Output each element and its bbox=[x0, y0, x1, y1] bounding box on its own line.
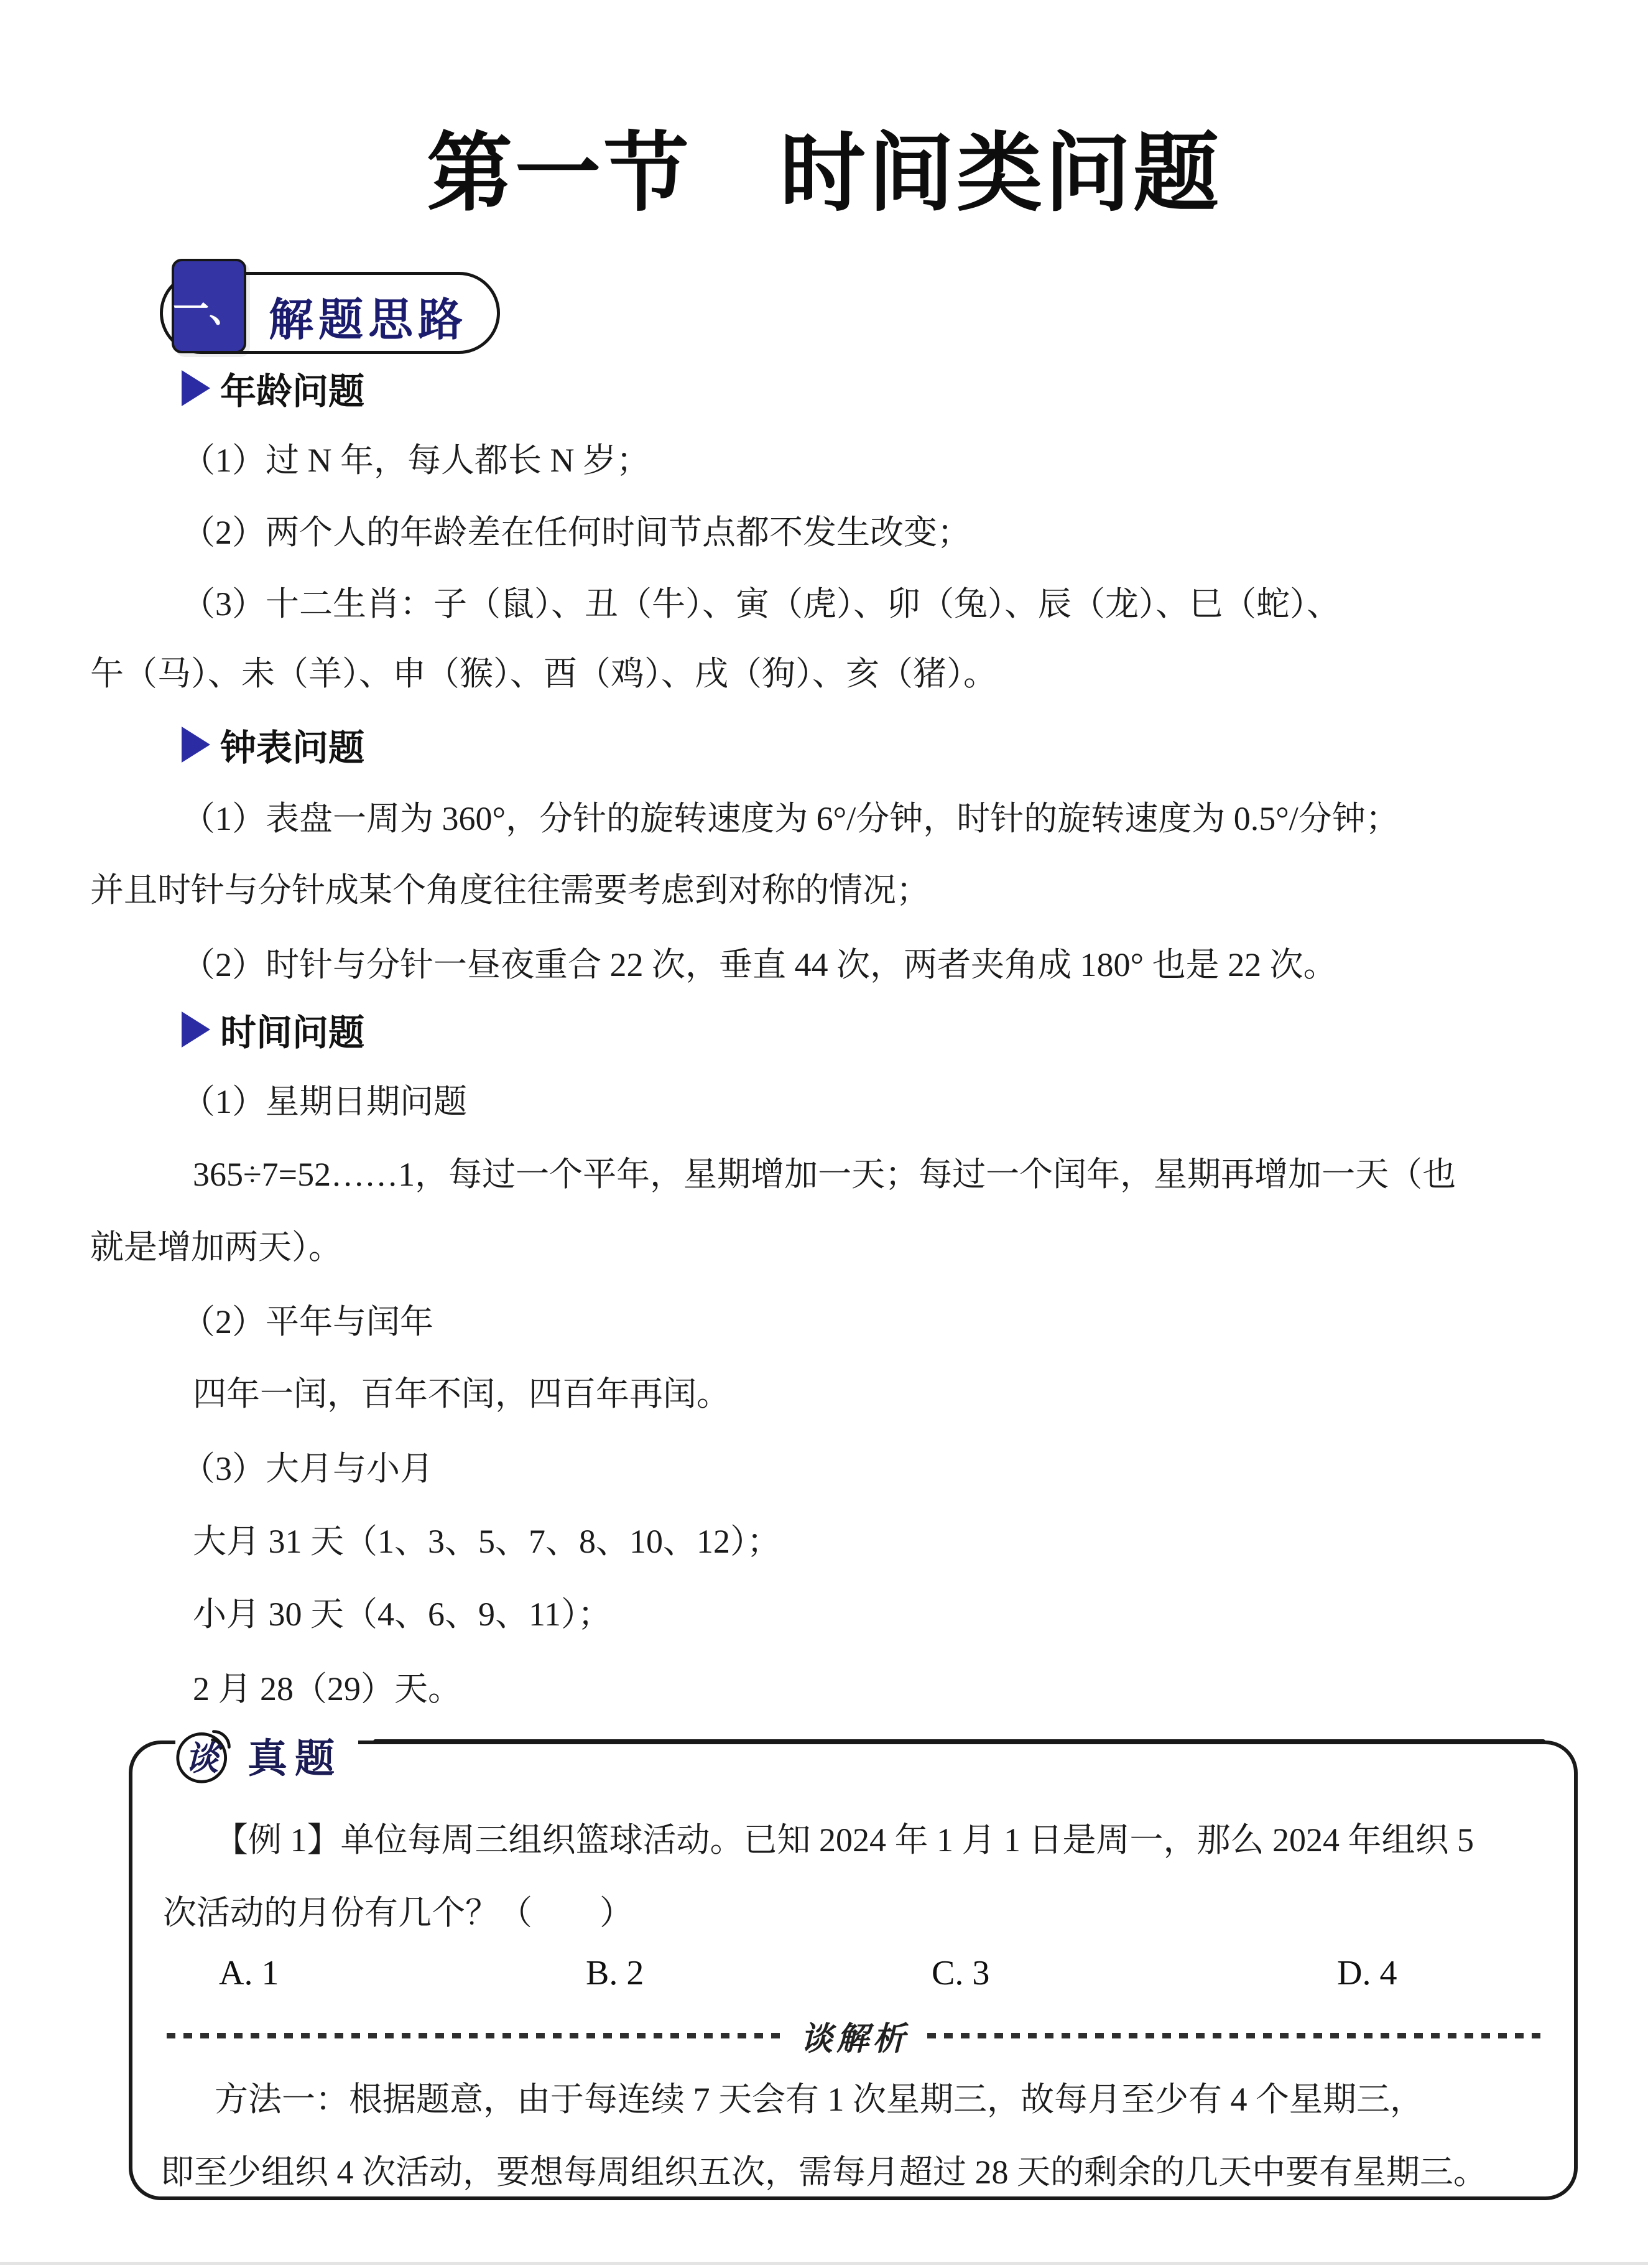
page-title: 第一节 时间类问题 bbox=[426, 126, 1221, 221]
option-b: B. 2 bbox=[586, 1954, 644, 1992]
content-line: （2）时针与分针一昼夜重合 22 次，垂直 44 次，两者夹角成 180° 也是 22 次。 bbox=[182, 946, 1337, 983]
content-line: （2）两个人的年龄差在任何时间节点都不发生改变； bbox=[182, 514, 971, 551]
section-header-label: 时间问题 bbox=[220, 1013, 365, 1053]
exam-box-top-rule bbox=[373, 1739, 1545, 1744]
section-header-time bbox=[182, 1003, 364, 1056]
exam-tag-label: 真题 bbox=[248, 1736, 342, 1781]
section-header-clock bbox=[182, 718, 364, 771]
content-line: （2）平年与闰年 bbox=[182, 1303, 433, 1341]
content-line: 午（马）、未（羊）、申（猴）、酉（鸡）、戌（狗）、亥（猪）。 bbox=[90, 655, 997, 692]
option-c: C. 3 bbox=[932, 1954, 990, 1992]
content-line: 小月 30 天（4、6、9、11）； bbox=[193, 1596, 611, 1633]
content-line: （1）星期日期问题 bbox=[182, 1083, 467, 1120]
content-line: （1）过 N 年，每人都长 N 岁； bbox=[182, 442, 650, 479]
dashed-line bbox=[167, 2033, 782, 2038]
triangle-icon bbox=[182, 727, 210, 763]
triangle-icon bbox=[182, 1011, 210, 1048]
option-d: D. 4 bbox=[1337, 1954, 1397, 1992]
exam-tag-badge-icon bbox=[175, 1726, 235, 1785]
content-line: 并且时针与分针成某个角度往往需要考虑到对称的情况； bbox=[90, 871, 930, 909]
dashed-line bbox=[927, 2033, 1542, 2038]
question-line: 【例 1】单位每周三组织篮球活动。已知 2024 年 1 月 1 日是周一，那么 2024 年组织 5 bbox=[215, 1821, 1474, 1859]
content-line: （1）表盘一周为 360°，分针的旋转速度为 6°/分钟，时针的旋转速度为 0.5°/分钟； bbox=[182, 800, 1399, 837]
analysis-divider bbox=[167, 2015, 1542, 2055]
section-header-age bbox=[182, 362, 364, 414]
content-line: 就是增加两天）。 bbox=[90, 1229, 342, 1266]
content-line: 2 月 28（29）天。 bbox=[193, 1670, 461, 1708]
content-line: （3）大月与小月 bbox=[182, 1450, 433, 1487]
exam-tag bbox=[175, 1726, 358, 1785]
exam-tag-glyph: 谈 bbox=[185, 1740, 219, 1778]
section-header-label: 年龄问题 bbox=[220, 371, 365, 412]
content-line: 四年一闰，百年不闰，四百年再闰。 bbox=[193, 1375, 730, 1413]
content-line: （3）十二生肖：子（鼠）、丑（牛）、寅（虎）、卯（兔）、辰（龙）、巳（蛇）、 bbox=[182, 585, 1340, 623]
page-bottom-edge bbox=[0, 2262, 1648, 2265]
topic-badge-number: 一、 bbox=[172, 259, 246, 353]
content-line: 大月 31 天（1、3、5、7、8、10、12）； bbox=[193, 1523, 780, 1560]
content-line: 365÷7=52……1，每过一个平年，星期增加一天；每过一个闰年，星期再增加一天（也 bbox=[193, 1156, 1456, 1193]
solution-line: 方法一：根据题意，由于每连续 7 天会有 1 次星期三，故每月至少有 4 个星期三， bbox=[215, 2081, 1423, 2118]
solution-line: 即至少组织 4 次活动，要想每周组织五次，需每月超过 28 天的剩余的几天中要有星期三。 bbox=[160, 2154, 1487, 2191]
analysis-divider-label: 谈解析 bbox=[800, 2021, 909, 2057]
section-header-label: 钟表问题 bbox=[220, 728, 365, 768]
triangle-icon bbox=[182, 370, 210, 406]
option-a: A. 1 bbox=[219, 1954, 279, 1992]
topic-badge-label: 解题思路 bbox=[269, 295, 468, 345]
question-line: 次活动的月份有几个？（ ） bbox=[163, 1894, 633, 1931]
